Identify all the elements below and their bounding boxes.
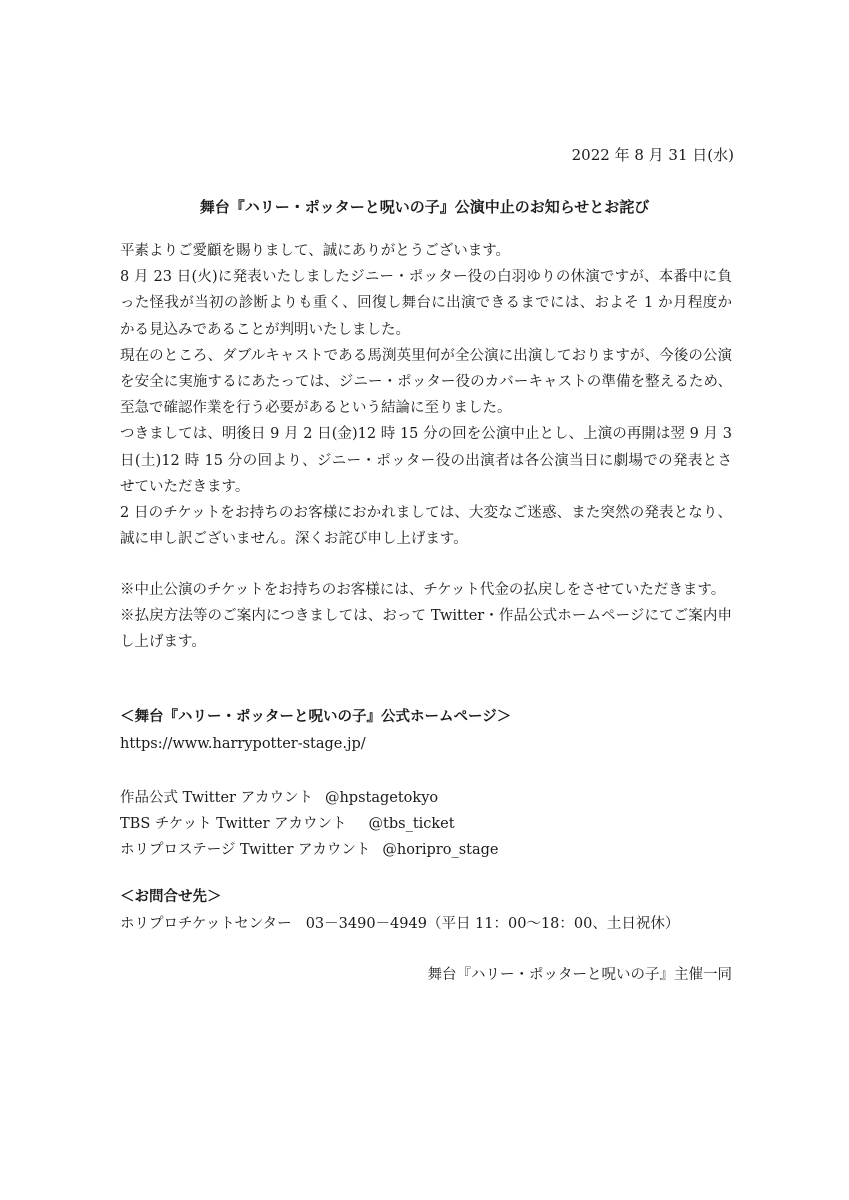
twitter-account-row xyxy=(120,785,498,811)
account-label: ホリプロステージ Twitter アカウント xyxy=(120,842,371,858)
account-handle: @horipro_stage xyxy=(382,842,499,858)
account-label: TBS チケット Twitter アカウント xyxy=(120,816,347,832)
refund-note: ※中止公演のチケットをお持ちのお客様には、チケット代金の払戻しをさせていただきます。 xyxy=(120,582,726,598)
contact-name: ホリプロチケットセンター xyxy=(120,916,292,932)
notes xyxy=(120,577,732,656)
refund-method-note: ※払戻方法等のご案内につきましては、おって Twitter・作品公式ホームページにてご案内申し上げます。 xyxy=(120,608,732,651)
account-label: 作品公式 Twitter アカウント xyxy=(120,790,313,806)
document-date: 2022 年 8 月 31 日(水) xyxy=(571,146,734,164)
body-paragraph: 現在のところ、ダブルキャストである馬渕英里何が全公演に出演しておりますが、今後の公演を安全に実施するにあたっては、ジニー・ポッター役のカバーキャストの準備を整えるため、至急で確認作業を行う必要があるという結論に至りました。 xyxy=(120,347,732,417)
contact-heading: ＜お問合せ先＞ xyxy=(120,889,222,905)
organizer-signature: 舞台『ハリー・ポッターと呪いの子』主催一同 xyxy=(427,967,732,983)
contact-phone: 03－3490－4949（平日 11：00～18：00、土日祝休） xyxy=(305,916,680,932)
document-title: 舞台『ハリー・ポッターと呪いの子』公演中止のお知らせとお詫び xyxy=(199,198,650,216)
twitter-accounts xyxy=(120,785,498,863)
account-handle: @tbs_ticket xyxy=(368,816,455,832)
body-paragraph: つきましては、明後日 9 月 2 日(金)12 時 15 分の回を公演中止とし、上演の再開は翌 9 月 3 日(土)12 時 15 分の回より、ジニー・ポッター役の出演者は各公演当日に劇場での発表とさせていただきます。 xyxy=(120,426,732,495)
account-handle: @hpstagetokyo xyxy=(324,790,439,806)
body-text xyxy=(120,238,732,552)
twitter-account-row xyxy=(120,837,498,863)
contact-line xyxy=(120,912,679,936)
homepage-heading: ＜舞台『ハリー・ポッターと呪いの子』公式ホームページ＞ xyxy=(120,709,512,725)
body-paragraph: 平素よりご愛顧を賜りまして、誠にありがとうございます。 xyxy=(120,243,511,259)
twitter-account-row xyxy=(120,811,498,837)
homepage-url: https://www.harrypotter-stage.jp/ xyxy=(120,736,366,752)
body-paragraph: 2 日のチケットをお持ちのお客様におかれましては、大変なご迷惑、また突然の発表となり、誠に申し訳ございません。深くお詫び申し上げます。 xyxy=(120,505,732,548)
body-paragraph: 8 月 23 日(火)に発表いたしましたジニー・ポッター役の白羽ゆりの休演ですが、本番中に負った怪我が当初の診断よりも重く、回復し舞台に出演できるまでには、およそ 1 か月程度かかる見込みであることが判明いたしました。 xyxy=(120,269,732,338)
